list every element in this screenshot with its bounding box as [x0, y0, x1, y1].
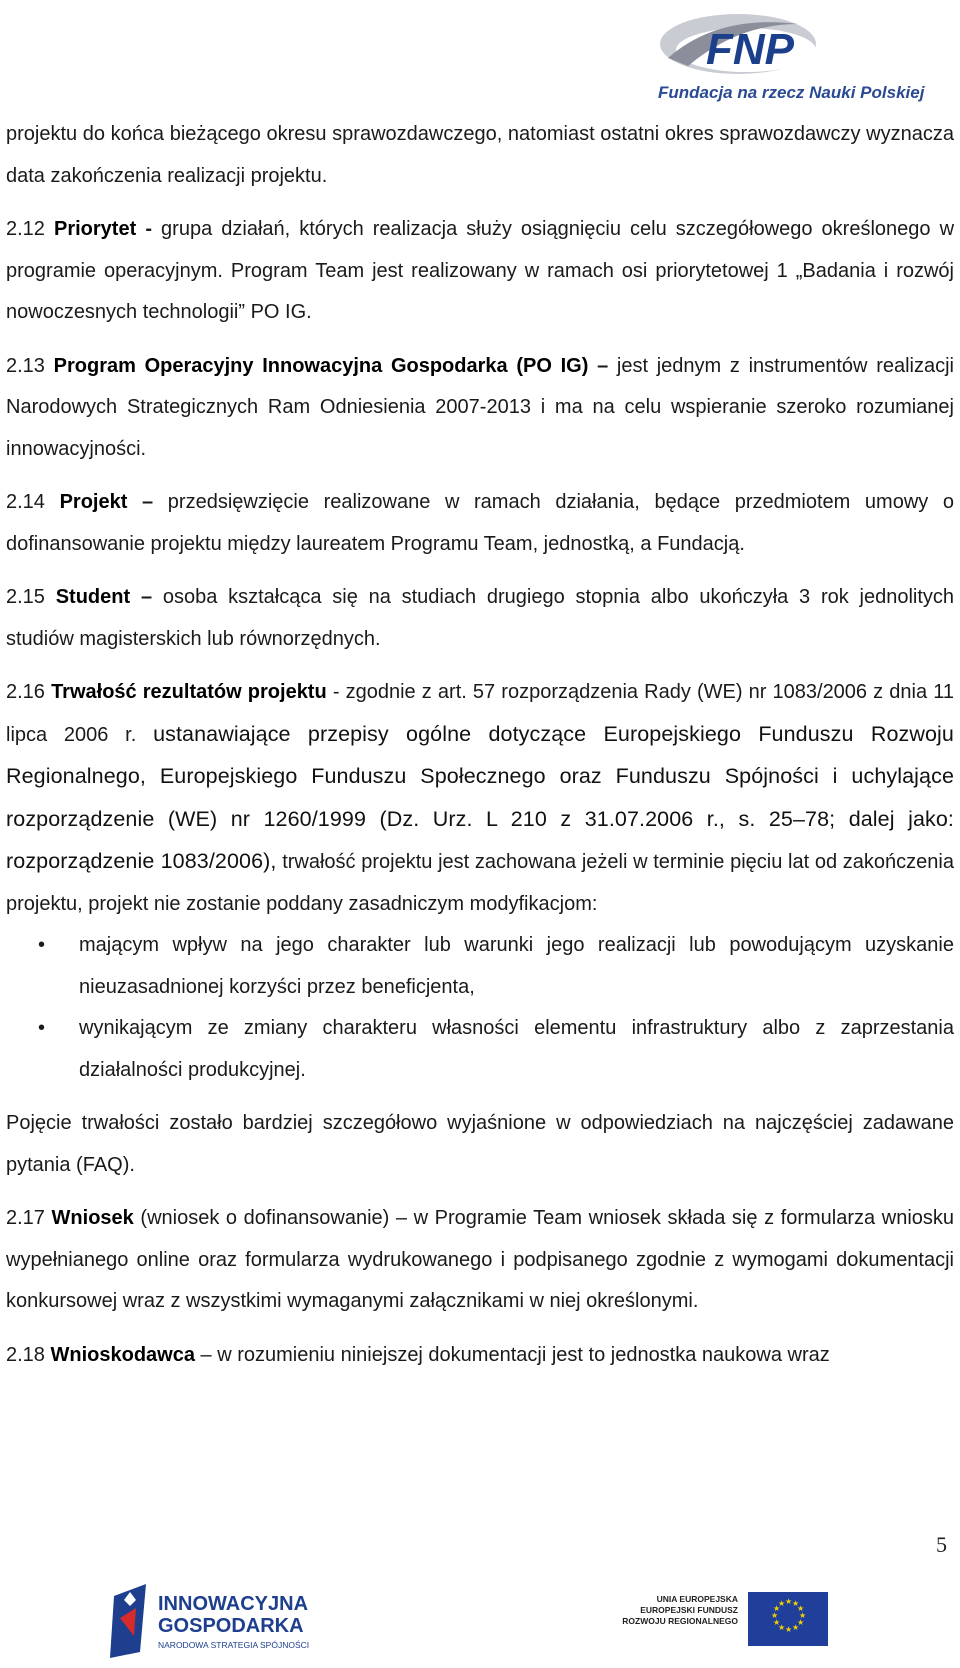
- section-number: 2.17: [6, 1207, 45, 1229]
- bullet-icon: •: [38, 934, 46, 956]
- regulation-title: ustanawiające przepisy ogólne dotyczące Europejskiego Funduszu Rozwoju Regionalnego, Europejskiego Funduszu Społecznego oraz Funduszu Spójności i uchylające rozporządzenie (WE) nr 1260/1999 (Dz. Urz. L 210 z 31.07.2006 r., s. 25–78; dalej jako: rozporządzenie 1083/2006),: [6, 721, 954, 873]
- durability-note: Pojęcie trwałości zostało bardziej szczegółowo wyjaśnione w odpowiedziach na najczęściej zadawane pytania (FAQ).: [6, 1112, 954, 1176]
- svg-text:★: ★: [792, 1599, 800, 1608]
- svg-text:★: ★: [778, 1623, 786, 1632]
- svg-text:★: ★: [792, 1623, 800, 1632]
- svg-text:GOSPODARKA: GOSPODARKA: [158, 1615, 304, 1637]
- svg-text:★: ★: [773, 1604, 781, 1613]
- bullet-icon: •: [38, 1017, 46, 1039]
- definition-term: Program Operacyjny Innowacyjna Gospodarka (PO IG): [53, 354, 589, 377]
- definition-text: (wniosek o dofinansowanie) – w Programie Team wniosek składa się z formularza wniosku wypełnianego online oraz formularza wydrukowanego i podpisanego zgodnie z wymogami dokumentacji konkursowej wraz z wszystkimi wymaganymi załącznikami w niej określonymi.: [6, 1207, 955, 1312]
- section-number: 2.13: [6, 354, 45, 377]
- innowacyjna-gospodarka-logo: [106, 1578, 351, 1663]
- definition-2-15: 2.15 Student – osoba kształcąca się na studiach drugiego stopnia albo ukończyła 3 rok jednolitych studiów magisterskich lub równorzędnych.: [6, 586, 955, 650]
- svg-text:★: ★: [771, 1611, 779, 1620]
- definition-term: Wniosek: [51, 1207, 134, 1229]
- definition-2-13: 2.13 Program Operacyjny Innowacyjna Gospodarka (PO IG) – jest jednym z instrumentów realizacji Narodowych Strategicznych Ram Odniesienia 2007-2013 i ma na celu wspieranie szeroko rozumianej innowacyjności.: [6, 354, 954, 460]
- paragraph-continuation: projektu do końca bieżącego okresu sprawozdawczego, natomiast ostatni okres sprawozdawczy wyznacza data zakończenia realizacji projektu.: [6, 123, 954, 187]
- svg-text:★: ★: [797, 1618, 805, 1627]
- section-number: 2.16: [6, 681, 45, 703]
- definition-term: Priorytet: [54, 218, 137, 240]
- definition-text: grupa działań, których realizacja służy osiągnięciu celu szczegółowego określonego w programie operacyjnym. Program Team jest realizowany w ramach osi priorytetowej 1 „Badania i rozwój nowoczesnych technologii” PO IG.: [6, 218, 955, 323]
- definition-term: Projekt: [59, 491, 128, 513]
- definition-term: Student: [55, 586, 131, 608]
- section-number: 2.14: [6, 491, 45, 513]
- definition-text: zgodnie z art. 57 rozporządzenia Rady (WE) nr 1083/2006 z dnia 11 lipca 2006 r.: [6, 681, 954, 746]
- eu-flag-icon: [748, 1592, 828, 1646]
- section-number: 2.12: [6, 218, 45, 240]
- svg-text:★: ★: [799, 1611, 807, 1620]
- definition-2-18: 2.18 Wnioskodawca – w rozumieniu niniejszej dokumentacji jest to jednostka naukowa wraz: [6, 1343, 830, 1366]
- definition-term: Wnioskodawca: [50, 1343, 195, 1366]
- fnp-logo: [628, 6, 958, 106]
- svg-text:★: ★: [785, 1597, 793, 1606]
- modification-list: [6, 925, 954, 1091]
- definition-2-12: 2.12 Priorytet - grupa działań, których realizacja służy osiągnięciu celu szczegółowego określonego w programie operacyjnym. Program Team jest realizowany w ramach osi priorytetowej 1 „Badania i rozwój nowoczesnych technologii” PO IG.: [6, 218, 955, 323]
- fnp-logo-text: FNP: [706, 25, 794, 74]
- svg-text:★: ★: [797, 1604, 805, 1613]
- svg-text:★: ★: [773, 1618, 781, 1627]
- definition-2-16: 2.16 Trwałość rezultatów projektu - zgodnie z art. 57 rozporządzenia Rady (WE) nr 1083/2006 z dnia 11 lipca 2006 r. ustanawiające przepisy ogólne dotyczące Europejskiego Funduszu Rozwoju Regionalnego, Europejskiego Funduszu Społecznego oraz Funduszu Spójności i uchylające rozporządzenie (WE) nr 1260/1999 (Dz. Urz. L 210 z 31.07.2006 r., s. 25–78; dalej jako: rozporządzenie 1083/2006), trwałość projektu jest zachowana jeżeli w terminie pięciu lat od zakończenia projektu, projekt nie zostanie poddany zasadniczym modyfikacjom:: [6, 681, 954, 915]
- svg-text:NARODOWA STRATEGIA SPÓJNOŚCI: NARODOWA STRATEGIA SPÓJNOŚCI: [158, 1640, 310, 1650]
- definition-text: jest jednym z instrumentów realizacji Narodowych Strategicznych Ram Odniesienia 2007-2013 i ma na celu wspieranie szeroko rozumianej innowacyjności.: [6, 354, 954, 460]
- eu-logo: UNIA EUROPEJSKA EUROPEJSKI FUNDUSZ ROZWOJU REGIONALNEGO ★ ★ ★ ★ ★ ★ ★ ★ ★ ★ ★ ★: [620, 1592, 830, 1648]
- definition-2-17: [6, 1198, 954, 1323]
- section-number: 2.15: [6, 586, 45, 608]
- definition-text-cont: trwałość projektu jest zachowana jeżeli w terminie pięciu lat od zakończenia projektu, projekt nie zostanie poddany zasadniczym modyfikacjom:: [6, 851, 954, 915]
- definition-2-14: 2.14 Projekt – przedsięwzięcie realizowane w ramach działania, będące przedmiotem umowy o dofinansowanie projektu między laureatem Programu Team, jednostką, a Fundacją.: [6, 491, 955, 555]
- svg-text:INNOWACYJNA: INNOWACYJNA: [158, 1593, 309, 1615]
- definition-term: Trwałość rezultatów projektu: [51, 681, 327, 703]
- svg-text:★: ★: [778, 1599, 786, 1608]
- definition-text: osoba kształcąca się na studiach drugiego stopnia albo ukończyła 3 rok jednolitych studiów magisterskich lub równorzędnych.: [6, 586, 955, 650]
- list-item: • wynikającym ze zmiany charakteru własności elementu infrastruktury albo z zaprzestania działalności produkcyjnej.: [6, 1008, 954, 1091]
- list-item: • mającym wpływ na jego charakter lub warunki jego realizacji lub powodującym uzyskanie nieuzasadnionej korzyści przez beneficjenta,: [6, 925, 954, 1008]
- fnp-logo-subtitle: Fundacja na rzecz Nauki Polskiej: [658, 83, 925, 102]
- section-number: 2.18: [6, 1343, 45, 1366]
- document-body: [6, 114, 954, 1388]
- svg-text:★: ★: [785, 1625, 793, 1634]
- definition-text: przedsięwzięcie realizowane w ramach działania, będące przedmiotem umowy o dofinansowanie projektu między laureatem Programu Team, jednostką, a Fundacją.: [6, 491, 955, 555]
- definition-text: w rozumieniu niniejszej dokumentacji jest to jednostka naukowa wraz: [217, 1343, 830, 1366]
- page-number: 5: [936, 1532, 947, 1557]
